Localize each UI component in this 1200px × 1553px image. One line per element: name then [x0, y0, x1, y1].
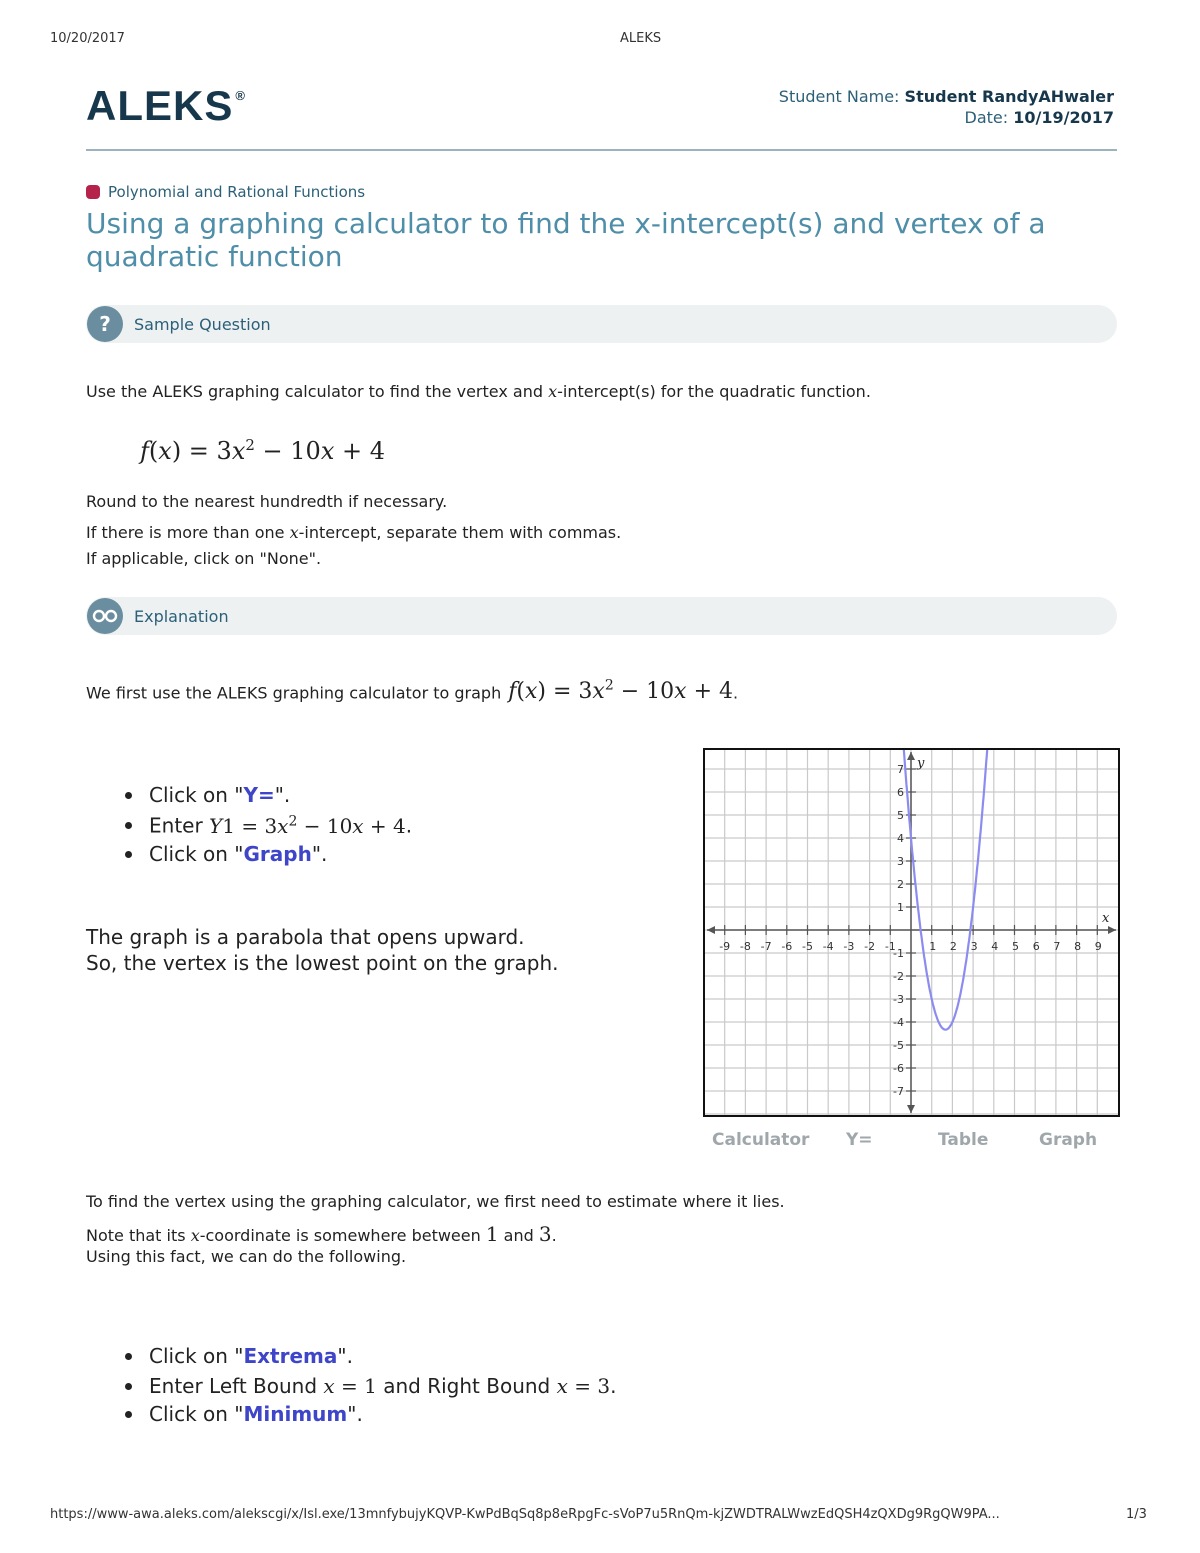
list-item: Enter Left Bound x = 1 and Right Bound x = 3. [125, 1374, 616, 1398]
minimum-key: Minimum [243, 1402, 348, 1426]
x-tick-label: -3 [843, 940, 855, 953]
date-label: Date: [964, 108, 1009, 127]
x-tick-label: -9 [719, 940, 731, 953]
page-url: https://www-awa.aleks.com/alekscgi/x/Isl.exe/13mnfybujyKQVP-KwPdBqSq8p8eRpgFc-sVoP7u5RnQm-kjZWDTRALWwzEdQSH4zQXDg9RgQW9PA... [50, 1507, 1000, 1522]
extrema-key: Extrema [243, 1344, 338, 1368]
list-item: Click on "Y=". [125, 783, 412, 807]
x-axis-label: x [1102, 911, 1110, 926]
x-axis-arrow-left [707, 926, 715, 934]
y-tick-label: 4 [897, 832, 904, 845]
parabola-line-1: The graph is a parabola that opens upward. [86, 925, 525, 949]
page-number: 1/3 [1126, 1507, 1147, 1522]
list-item: Click on "Graph". [125, 842, 412, 866]
y-axis-label: y [917, 756, 925, 771]
print-site-title: ALEKS [620, 31, 662, 46]
student-name: Student RandyAHwaler [904, 87, 1114, 106]
topic-breadcrumb [86, 183, 365, 201]
y-equals-key: Y= [243, 783, 275, 807]
x-tick-label: -1 [884, 940, 896, 953]
question-intro: Use the ALEKS graphing calculator to find the vertex and x-intercept(s) for the quadratic function. [86, 382, 871, 401]
y-tick-label: -6 [893, 1062, 904, 1075]
extrema-steps-list [125, 1344, 616, 1426]
sample-question-header [86, 305, 1117, 343]
x-axis-arrow-right [1108, 926, 1116, 934]
logo-mark: ® [235, 88, 246, 103]
parabola-line-2: So, the vertex is the lowest point on the graph. [86, 951, 559, 975]
parabola-chart [705, 750, 1118, 1115]
y-tick-label: -5 [893, 1039, 904, 1052]
y-tick-label: -2 [893, 970, 904, 983]
print-date: 10/20/2017 [50, 31, 125, 46]
x-tick-label: 4 [991, 940, 999, 953]
list-item: Click on "Extrema". [125, 1344, 616, 1368]
header-divider [86, 149, 1117, 151]
using-fact: Using this fact, we can do the following. [86, 1247, 407, 1266]
tab-y-equals[interactable]: Y= [846, 1130, 873, 1150]
x-tick-label: 2 [949, 940, 957, 953]
x-tick-label: -6 [781, 940, 793, 953]
date-value: 10/19/2017 [1013, 108, 1114, 127]
y-tick-label: 7 [897, 763, 904, 776]
estimate-line: To find the vertex using the graphing calculator, we first need to estimate where it lies. [86, 1192, 785, 1211]
y-tick-label: -1 [893, 947, 904, 960]
x-tick-label: 3 [970, 940, 978, 953]
y-tick-label: 2 [897, 878, 904, 891]
coordinate-note: Note that its x-coordinate is somewhere between 1 and 3. [86, 1222, 557, 1246]
list-item: Enter $Y1 = 3x^2 - 10x + 4$. [125, 813, 412, 838]
x-tick-label: 7 [1053, 940, 1061, 953]
x-tick-label: 6 [1032, 940, 1040, 953]
question-icon: ? [87, 306, 123, 342]
aleks-logo [86, 82, 246, 130]
y-tick-label: 5 [897, 809, 904, 822]
x-tick-label: -2 [864, 940, 876, 953]
question-function: $f(x) = 3x^2 - 10x + 4$ [140, 436, 385, 465]
y-axis-arrow-down [907, 1105, 915, 1113]
tab-graph[interactable]: Graph [1039, 1130, 1098, 1150]
y-tick-label: -4 [893, 1016, 904, 1029]
y-axis-arrow-up [907, 752, 915, 760]
explanation-label: Explanation [134, 606, 229, 626]
explanation-header [86, 597, 1117, 635]
graph-steps-list [125, 783, 412, 866]
x-tick-label: -8 [739, 940, 751, 953]
logo-text: ALEKS [86, 82, 234, 129]
list-item: Click on "Minimum". [125, 1402, 616, 1426]
graphing-calculator [703, 748, 1120, 1117]
topic-label: Polynomial and Rational Functions [108, 183, 366, 201]
multiple-intercepts-note: If there is more than one x-intercept, separate them with commas. [86, 523, 622, 542]
x-tick-label: -7 [760, 940, 772, 953]
student-name-label: Student Name: [778, 87, 900, 106]
x-tick-label: 5 [1012, 940, 1019, 953]
y-tick-label: 6 [897, 786, 904, 799]
round-note: Round to the nearest hundredth if necessary. [86, 492, 448, 511]
tab-calculator[interactable]: Calculator [712, 1130, 810, 1150]
topic-hexagon-icon [86, 185, 100, 199]
y-tick-label: -7 [893, 1085, 904, 1098]
sample-question-label: Sample Question [134, 314, 271, 334]
x-tick-label: 9 [1094, 940, 1102, 953]
x-tick-label: 8 [1074, 940, 1082, 953]
x-tick-label: -4 [822, 940, 834, 953]
y-tick-label: 3 [897, 855, 904, 868]
graph-key: Graph [243, 841, 312, 866]
x-tick-label: -5 [802, 940, 813, 953]
tab-table[interactable]: Table [938, 1130, 989, 1150]
page-title: Using a graphing calculator to find the x-intercept(s) and vertex of a quadratic function [86, 207, 1046, 273]
student-info [779, 86, 1114, 128]
y-tick-label: -3 [893, 993, 904, 1006]
x-tick-label: 1 [929, 940, 937, 953]
none-note: If applicable, click on "None". [86, 549, 322, 568]
graph-intro: We first use the ALEKS graphing calculator to graph $f(x) = 3x^2 - 10x + 4$. [86, 678, 739, 705]
glasses-icon [87, 598, 123, 634]
y-tick-label: 1 [897, 901, 904, 914]
